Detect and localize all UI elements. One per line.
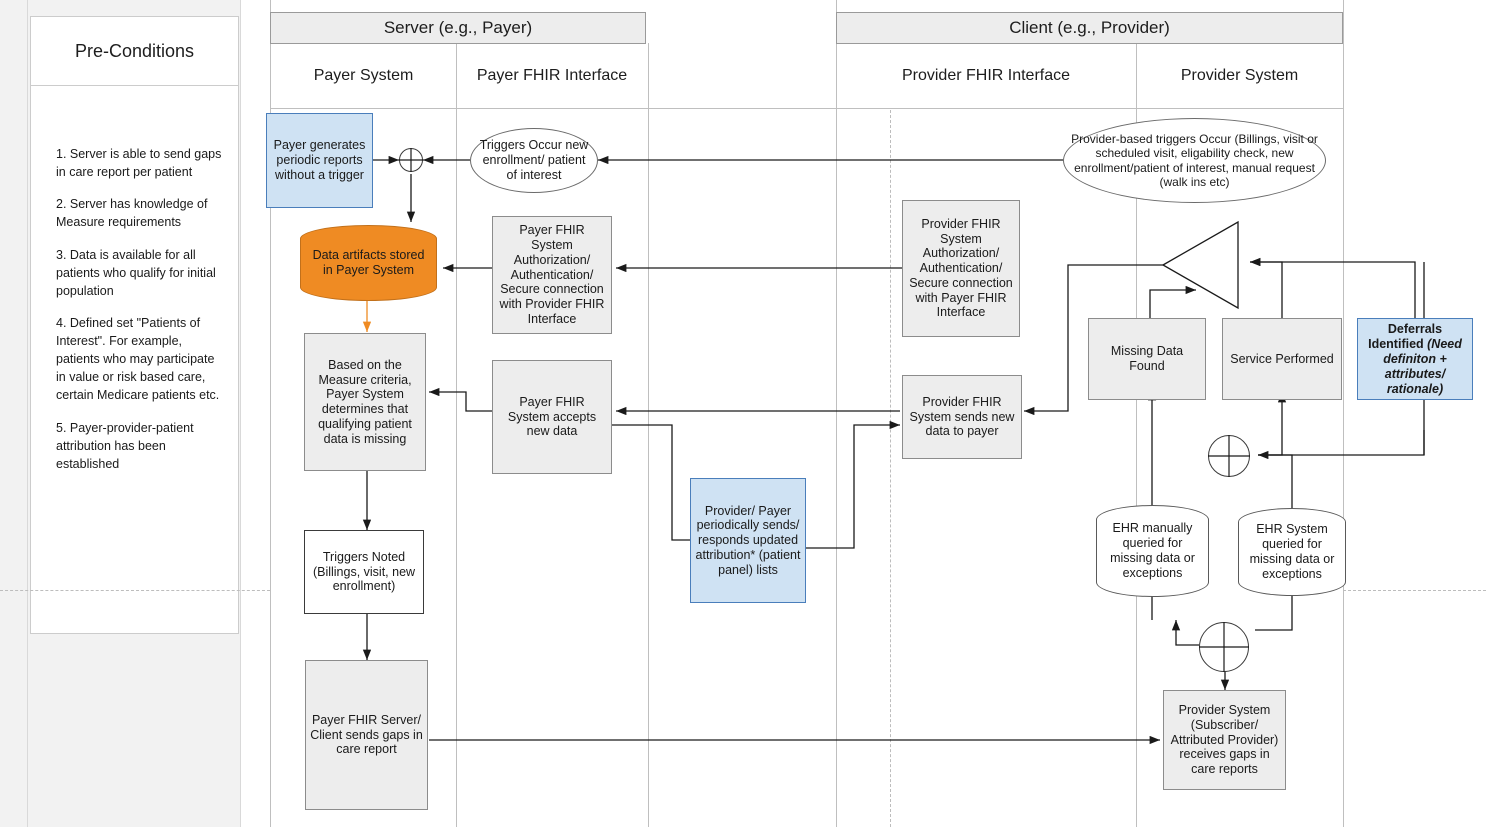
node-payer-accepts-new-data[interactable]: Payer FHIR System accepts new data (492, 360, 612, 474)
node-periodic-attribution[interactable]: Provider/ Payer periodically sends/ responds updated attribution* (patient panel) lists (690, 478, 806, 603)
node-provider-sends-new-data[interactable]: Provider FHIR System sends new data to payer (902, 375, 1022, 459)
node-provider-based-triggers[interactable]: Provider-based triggers Occur (Billings, visit or scheduled visit, eligability check, new enrollment/patient of interest, manual request (walk ins etc) (1063, 118, 1326, 203)
preconditions-title: Pre-Conditions (74, 41, 195, 61)
lane-header-client: Client (e.g., Provider) (836, 12, 1343, 44)
node-triggers-noted[interactable]: Triggers Noted (Billings, visit, new enrollment) (304, 530, 424, 614)
grid-line (836, 0, 837, 827)
deferrals-label: Deferrals Identified (1368, 321, 1443, 351)
precondition-item: 1. Server is able to send gaps in care report per patient (56, 147, 222, 180)
node-measure-criteria[interactable]: Based on the Measure criteria, Payer System determines that qualifying patient data is missing (304, 333, 426, 471)
grid-line (456, 43, 457, 827)
lane-header-server: Server (e.g., Payer) (270, 12, 646, 44)
column-title-provider-system: Provider System (1180, 67, 1299, 84)
node-service-performed[interactable]: Service Performed (1222, 318, 1342, 400)
grid-line (270, 108, 1343, 109)
node-payer-fhir-auth[interactable]: Payer FHIR System Authorization/ Authentication/ Secure connection with Provider FHIR Interface (492, 216, 612, 334)
column-title-payer-fhir-interface: Payer FHIR Interface (476, 67, 628, 84)
junction-node (1208, 435, 1250, 477)
preconditions-list (56, 145, 224, 487)
precondition-item: 4. Defined set "Patients of Interest". For example, patients who may participate in value or risk based care, certain Medicare patients etc. (56, 315, 220, 403)
precondition-item: 2. Server has knowledge of Measure requirements (56, 197, 208, 230)
deferrals-note: (Need definiton + attributes/ rationale) (1383, 336, 1462, 396)
precondition-item: 5. Payer-provider-patient attribution has been established (56, 420, 194, 471)
node-provider-receives-gaps[interactable]: Provider System (Subscriber/ Attributed Provider) receives gaps in care reports (1163, 690, 1286, 790)
node-triggers-occur[interactable]: Triggers Occur new enrollment/ patient of interest (470, 128, 598, 193)
column-title-provider-fhir-interface: Provider FHIR Interface (901, 67, 1071, 84)
column-title-payer-system: Payer System (313, 67, 414, 84)
grid-line (648, 43, 649, 827)
grid-line (1343, 0, 1344, 827)
dashed-guide (1343, 590, 1486, 591)
node-provider-fhir-auth[interactable]: Provider FHIR System Authorization/ Authentication/ Secure connection with Payer FHIR Interface (902, 200, 1020, 337)
preconditions-title-divider (30, 85, 239, 86)
node-ehr-manually-queried[interactable]: EHR manually queried for missing data or exceptions (1096, 505, 1209, 597)
junction-node (399, 148, 423, 172)
dashed-guide (0, 590, 270, 591)
dashed-guide (890, 110, 891, 827)
left-strip (0, 0, 28, 827)
node-ehr-system-queried[interactable]: EHR System queried for missing data or exceptions (1238, 508, 1346, 596)
precondition-item: 3. Data is available for all patients who qualify for initial population (56, 247, 216, 298)
node-deferrals-identified[interactable] (1357, 318, 1473, 400)
node-payer-sends-gaps[interactable]: Payer FHIR Server/ Client sends gaps in care report (305, 660, 428, 810)
junction-node (1199, 622, 1249, 672)
node-missing-data-found[interactable]: Missing Data Found (1088, 318, 1206, 400)
node-payer-generates-reports[interactable]: Payer generates periodic reports without a trigger (266, 113, 373, 208)
node-data-artifacts-store[interactable]: Data artifacts stored in Payer System (300, 225, 437, 301)
